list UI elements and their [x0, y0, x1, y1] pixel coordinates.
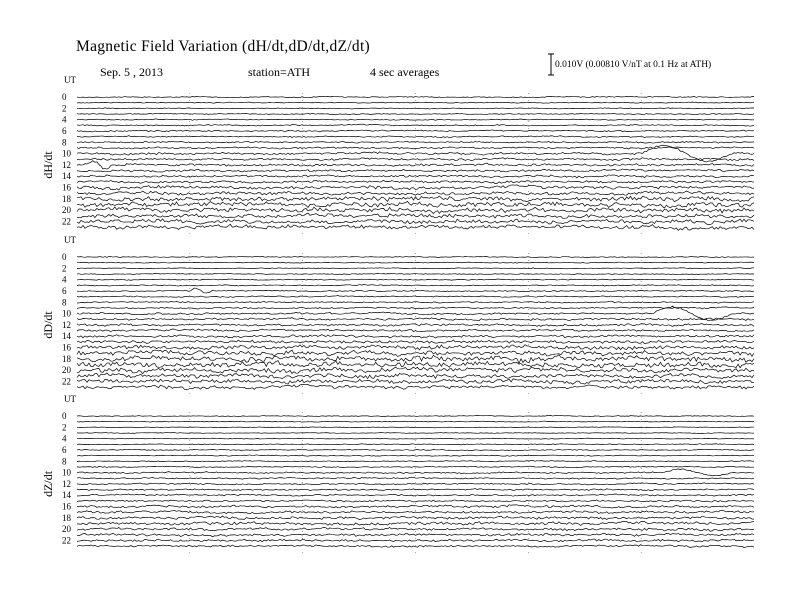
hour-tick-label: 4	[62, 274, 67, 285]
hour-tick-label: 16	[62, 182, 71, 193]
hour-trace	[77, 477, 754, 479]
hour-trace	[77, 355, 754, 364]
hour-trace	[77, 130, 754, 132]
hour-tick-label: 10	[62, 467, 71, 478]
hour-tick-label: 4	[62, 114, 67, 125]
hour-trace	[77, 185, 754, 190]
hour-tick-label: 16	[62, 501, 71, 512]
hour-tick-label: 14	[62, 331, 71, 342]
scale-bar-label: 0.010V (0.00810 V/nT at 0.1 Hz at ATH)	[555, 60, 712, 70]
hour-tick-label: 10	[62, 148, 71, 159]
hour-trace	[77, 279, 754, 280]
hour-trace	[77, 180, 754, 183]
hour-trace	[77, 449, 754, 450]
hour-trace	[77, 533, 754, 537]
hour-tick-label: 16	[62, 342, 71, 353]
hour-trace	[77, 466, 754, 468]
station-label: station=ATH	[248, 65, 311, 79]
hour-trace	[77, 256, 754, 257]
hour-trace	[77, 262, 754, 263]
figure-title: Magnetic Field Variation (dH/dt,dD/dt,dZ/dt)	[76, 38, 371, 55]
hour-tick-label: 0	[62, 252, 67, 262]
hour-tick-label: 20	[62, 365, 71, 376]
hour-trace	[77, 340, 754, 344]
hour-trace	[77, 438, 754, 439]
hour-tick-label: 20	[62, 205, 71, 216]
hour-tick-label: 8	[62, 297, 67, 308]
hour-trace	[77, 345, 754, 350]
hour-tick-label: 8	[62, 137, 67, 148]
hour-trace	[77, 124, 754, 126]
hour-tick-label: 22	[62, 216, 71, 227]
hour-trace	[77, 489, 754, 491]
hour-trace	[77, 102, 754, 103]
ut-axis-label: UT	[64, 75, 76, 85]
hour-tick-label: 12	[62, 478, 71, 489]
hour-tick-label: 14	[62, 490, 71, 501]
panel-ylabel: dZ/dt	[41, 470, 55, 497]
hour-trace	[77, 307, 754, 309]
hour-tick-label: 22	[62, 376, 71, 387]
hour-trace	[77, 505, 754, 508]
hour-tick-label: 10	[62, 308, 71, 319]
hour-trace	[77, 444, 754, 445]
hour-tick-label: 2	[62, 103, 67, 114]
hour-trace	[77, 469, 754, 476]
hour-trace	[77, 329, 754, 332]
hour-trace	[77, 384, 754, 389]
hour-trace	[77, 494, 754, 496]
hour-tick-label: 12	[62, 159, 71, 170]
hour-trace	[77, 527, 754, 531]
hour-trace	[77, 108, 754, 109]
panel-dz	[41, 394, 754, 554]
hour-tick-label: 6	[62, 125, 67, 136]
hour-trace	[77, 539, 754, 542]
panel-ylabel: dD/dt	[41, 311, 55, 339]
hour-tick-label: 22	[62, 535, 71, 546]
hour-tick-label: 0	[62, 92, 67, 102]
hour-trace	[77, 161, 754, 169]
hour-tick-label: 4	[62, 433, 67, 444]
hour-trace	[77, 213, 754, 218]
hour-trace	[77, 324, 754, 327]
hour-trace	[77, 483, 754, 485]
hour-trace	[77, 158, 754, 161]
panel-dd	[41, 235, 754, 395]
ut-axis-label: UT	[64, 235, 76, 245]
hour-tick-label: 18	[62, 353, 71, 364]
hour-trace	[77, 224, 754, 230]
hour-trace	[77, 415, 754, 416]
hour-tick-label: 2	[62, 422, 67, 433]
hour-tick-label: 6	[62, 285, 67, 296]
hour-trace	[77, 373, 754, 379]
hour-tick-label: 18	[62, 512, 71, 523]
hour-tick-label: 18	[62, 193, 71, 204]
hour-tick-label: 12	[62, 319, 71, 330]
date-label: Sep. 5 , 2013	[100, 65, 163, 79]
hour-trace	[77, 201, 754, 208]
hour-tick-label: 14	[62, 171, 71, 182]
hour-tick-label: 20	[62, 524, 71, 535]
ut-axis-label: UT	[64, 394, 76, 404]
hour-trace	[77, 285, 754, 287]
averaging-label: 4 sec averages	[370, 65, 440, 79]
hour-trace	[77, 455, 754, 456]
hour-trace	[77, 296, 754, 298]
hour-trace	[77, 361, 754, 368]
hour-trace	[77, 500, 754, 502]
hour-tick-label: 0	[62, 411, 67, 421]
hour-trace	[77, 318, 754, 321]
panel-ylabel: dH/dt	[41, 151, 55, 179]
hour-trace	[77, 96, 754, 97]
hour-tick-label: 6	[62, 444, 67, 455]
hour-tick-label: 2	[62, 263, 67, 274]
hour-trace	[77, 169, 754, 172]
panel-dh	[41, 75, 754, 235]
hour-trace	[77, 421, 754, 422]
hour-trace	[77, 119, 754, 120]
hour-tick-label: 8	[62, 456, 67, 467]
